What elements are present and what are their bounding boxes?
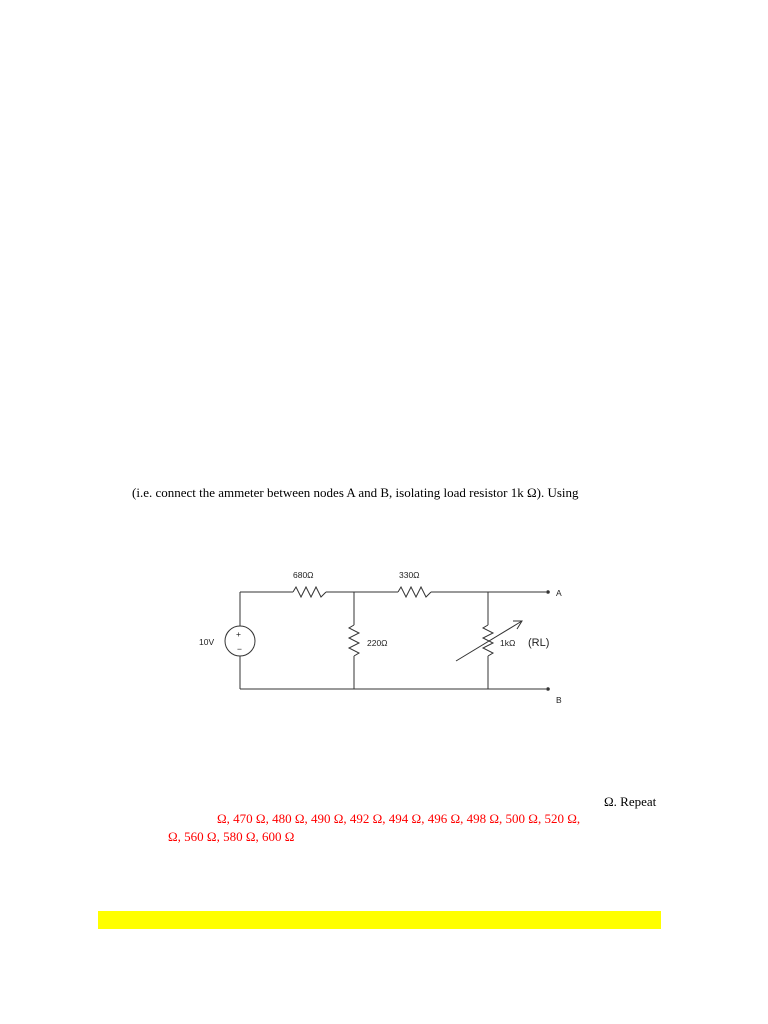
r3-label: 220Ω [367, 638, 388, 648]
highlight-bar [98, 911, 661, 929]
resistor-680-zigzag [293, 587, 326, 597]
resistor-220-zigzag [349, 625, 359, 656]
resistor-rl-zigzag [483, 625, 493, 656]
rl-name: (RL) [528, 637, 550, 649]
source-label: 10V [199, 637, 215, 647]
node-a-label: A [556, 588, 562, 598]
source-minus-sign: − [237, 644, 242, 654]
resistor-330-zigzag [398, 587, 431, 597]
rl-label: 1kΩ [500, 638, 516, 648]
node-b-label: B [556, 695, 562, 705]
r1-label: 680Ω [293, 570, 314, 580]
instruction-text: (i.e. connect the ammeter between nodes A and B, isolating load resistor 1k Ω). Using [132, 485, 579, 500]
source-plus-sign: + [236, 629, 241, 639]
repeat-text: Ω. Repeat [604, 794, 657, 809]
node-a-dot [546, 590, 550, 594]
node-b-dot [546, 687, 550, 691]
resistance-values-line-1: Ω, 470 Ω, 480 Ω, 490 Ω, 492 Ω, 494 Ω, 496 Ω, 498 Ω, 500 Ω, 520 Ω, [217, 811, 581, 826]
r2-label: 330Ω [399, 570, 420, 580]
resistance-values-line-2: Ω, 560 Ω, 580 Ω, 600 Ω [168, 829, 295, 844]
